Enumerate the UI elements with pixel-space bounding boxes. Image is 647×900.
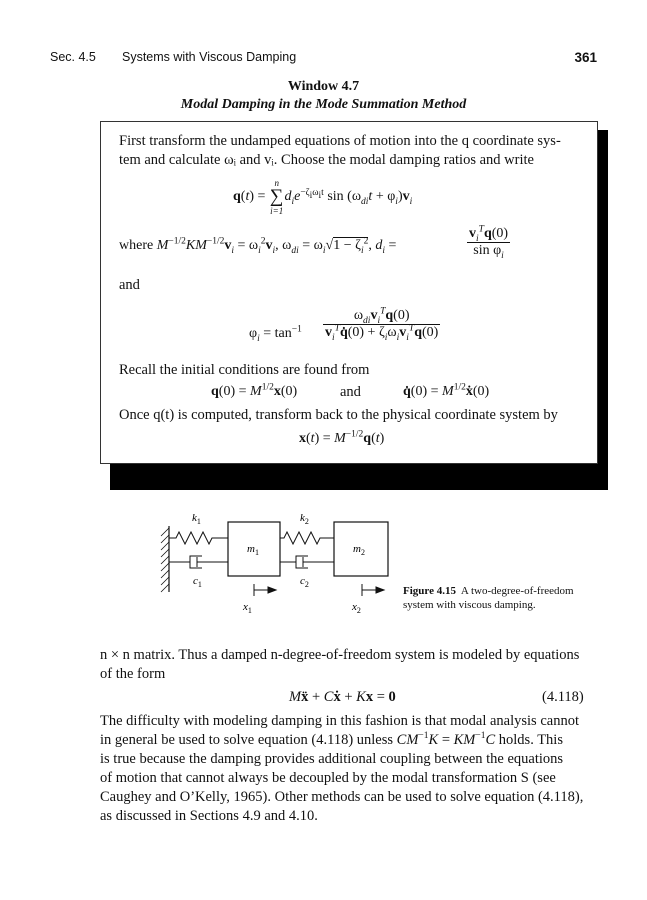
equation-initial-q: $q(0) = M^{1/2}x(0)$ xyxy=(211,382,298,399)
label-x1: $x_1$ xyxy=(243,601,252,615)
intro-line-2: tem and calculate ωᵢ and vᵢ. Choose the modal damping ratios and write xyxy=(119,152,534,168)
paragraph-line-6: as discussed in Sections 4.9 and 4.10. xyxy=(100,808,318,824)
arrow-x1 xyxy=(254,584,276,596)
label-k1: $k_1$ xyxy=(192,512,201,526)
label-m1: $m_1$ xyxy=(247,543,259,557)
and-label-2: and xyxy=(340,384,361,400)
arrow-x2 xyxy=(362,584,384,596)
label-x2: $x_2$ xyxy=(352,601,361,615)
label-c1: $c_1$ xyxy=(193,575,202,589)
paragraph-line-1: The difficulty with modeling damping in this fashion is that modal analysis cannot xyxy=(100,713,579,729)
spring-k2 xyxy=(280,532,334,544)
two-dof-figure xyxy=(150,508,400,620)
page-number: 361 xyxy=(574,50,597,65)
equation-4-118: Mẍ + Cẋ + Kx = 0 xyxy=(289,689,396,705)
paragraph-line-2: in general be used to solve equation (4.118) unless $CM^{-1}K = KM^{-1}C$ holds. This xyxy=(100,731,563,748)
label-k2: $k_2$ xyxy=(300,512,309,526)
damper-c2 xyxy=(280,556,334,568)
once-text: Once q(t) is computed, transform back to the physical coordinate system by xyxy=(119,407,558,423)
paragraph-line-2b: holds. This xyxy=(498,732,563,748)
spring-k1 xyxy=(169,532,228,544)
section-title: Systems with Viscous Damping xyxy=(122,50,297,64)
window-box xyxy=(100,121,598,464)
body-line-2: of the form xyxy=(100,666,166,682)
equation-q-sum: q(t) = n ∑ i=1 $d_ie^{-\zeta_i\omega_it}$ $\sin (\omega_{di}t + \varphi_i)v_i$ xyxy=(233,178,413,216)
figure-caption-line-2: system with viscous damping. xyxy=(403,599,536,611)
section-label: Sec. 4.5 xyxy=(50,50,96,64)
equation-transform: $x(t) = M^{-1/2}q(t)$ xyxy=(299,429,385,446)
paragraph-line-5: Caughey and O’Kelly, 1965). Other methods can be used to solve equation (4.118), xyxy=(100,789,584,805)
equation-initial-qdot: q̇(0) = $M^{1/2}ẋ(0)$ xyxy=(403,382,490,399)
window-subtitle: Modal Damping in the Mode Summation Method xyxy=(180,97,467,112)
equation-phi: $\varphi_i = \tan^{-1}$ xyxy=(249,324,302,344)
label-c2: $c_2$ xyxy=(300,575,309,589)
recall-text: Recall the initial conditions are found from xyxy=(119,362,370,378)
paragraph-line-2a: in general be used to solve equation (4.118) unless xyxy=(100,732,394,748)
fraction-phi: $\frac{\omega_{di}v_i^Tq(0)}{v_i^Tq̇(0) + \zeta_i\omega_iv_i^Tq(0)}$ xyxy=(325,306,439,343)
fraction-d: $\frac{v_i^Tq(0)}{\sin \varphi_i}$ xyxy=(469,224,509,261)
damper-c1 xyxy=(169,556,228,568)
window-title: Window 4.7 xyxy=(287,79,360,94)
where-label: where xyxy=(119,238,154,253)
intro-line-1: First transform the undamped equations of motion into the q coordinate sys- xyxy=(119,133,561,149)
equation-where: where $M^{-1/2}KM^{-1/2}v_i = \omega_i^2v_i$, $\omega_{di} = \omega_i√1 - \zeta_i^2$, $d_i$ = xyxy=(119,236,397,256)
wall-hatching xyxy=(161,528,169,592)
body-line-1: n × n matrix. Thus a damped n-degree-of-freedom system is modeled by equations xyxy=(100,647,580,663)
label-m2: $m_2$ xyxy=(353,543,365,557)
equation-number: (4.118) xyxy=(542,689,584,705)
paragraph-line-4: of motion that cannot always be decoupled by the modal transformation S (see xyxy=(100,770,556,786)
figure-caption-line-1: A two-degree-of-freedom xyxy=(460,585,574,597)
figure-caption-label: Figure 4.15 xyxy=(403,585,456,597)
and-label: and xyxy=(119,277,140,293)
figure-caption xyxy=(403,584,574,612)
paragraph-line-3: is true because the damping provides additional coupling between the equations xyxy=(100,751,564,767)
